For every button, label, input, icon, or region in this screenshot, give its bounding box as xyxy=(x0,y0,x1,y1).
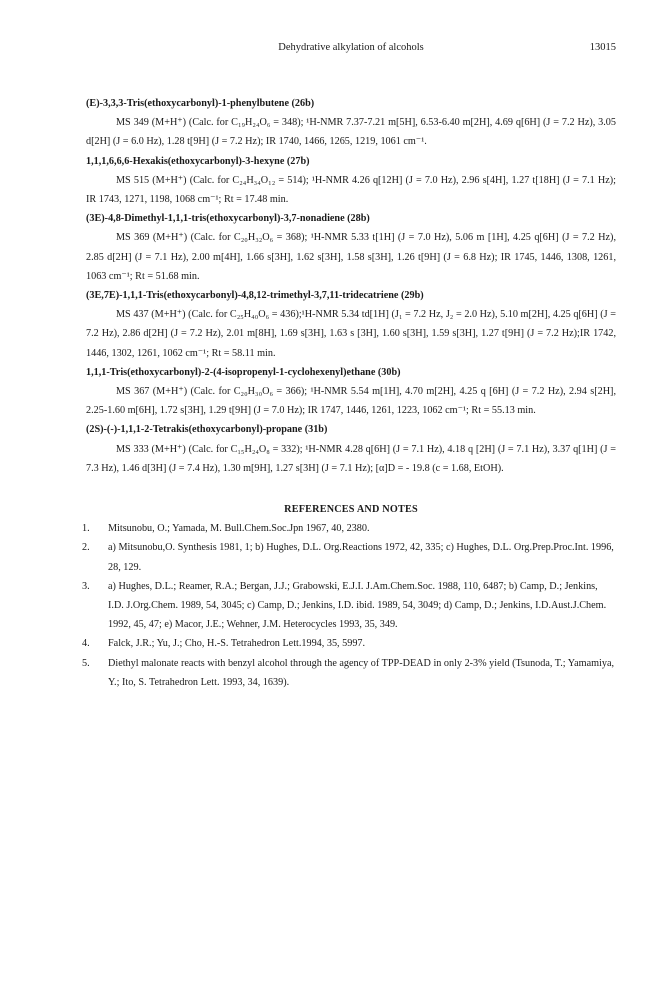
compound-title: (2S)-(-)-1,1,1-2-Tetrakis(ethoxycarbonyl)-propane (31b) xyxy=(86,424,328,436)
compound-data: MS 333 (M+H⁺) (Calc. for C₁₅H₂₄O₈ = 332); ¹H-NMR 4.28 q[6H] (J = 7.1 Hz), 4.18 q [2H] (J = 7.1 Hz), 3.37 q[1H] (J = 7.3 Hz), 1.46 d[3H] (J = 7.4 Hz), 1.30 m[9H], 1.27 s[3H] (J = 7.1 Hz); [α]D = - 19.8 (c = 1.68, EtOH). xyxy=(86,443,616,474)
page-content xyxy=(82,94,616,692)
compound-data: MS 367 (M+H⁺) (Calc. for C₂₀H₃₀O₆ = 366); ¹H-NMR 5.54 m[1H], 4.70 m[2H], 4.25 q [6H] (J = 7.2 Hz), 2.94 s[2H], 2.25-1.60 m[6H], 1.72 s[3H], 1.29 t[9H] (J = 7.0 Hz); IR 1747, 1446, 1261, 1223, 1062 cm⁻¹; Rt = 55.13 min. xyxy=(86,386,616,417)
compound-data: MS 349 (M+H⁺) (Calc. for C₁₉H₂₄O₆ = 348); ¹H-NMR 7.37-7.21 m[5H], 6.53-6.40 m[2H], 4.69 q[6H] (J = 7.2 Hz), 3.05 d[2H] (J = 6.0 Hz), 1.28 t[9H] (J = 7.2 Hz); IR 1740, 1466, 1265, 1219, 1061 cm⁻¹. xyxy=(86,117,616,148)
reference-text: Diethyl malonate reacts with benzyl alcohol through the agency of TPP-DEAD in only 2-3% yield (Tsunoda, T.; Yamamiya, Y.; Ito, S. Tetrahedron Lett. 1993, 34, 1639). xyxy=(108,657,615,688)
compound-entry xyxy=(86,363,616,421)
reference-item xyxy=(82,654,616,692)
reference-number: 5. xyxy=(82,657,90,669)
compound-entry xyxy=(86,286,616,363)
reference-item xyxy=(82,538,616,576)
compound-title: (3E)-4,8-Dimethyl-1,1,1-tris(ethoxycarbonyl)-3,7-nonadiene (28b) xyxy=(86,213,370,225)
references-heading: REFERENCES AND NOTES xyxy=(284,504,418,516)
reference-text: Mitsunobu, O.; Yamada, M. Bull.Chem.Soc.Jpn 1967, 40, 2380. xyxy=(108,523,370,535)
reference-item xyxy=(82,577,616,635)
reference-text: a) Mitsunobu,O. Synthesis 1981, 1; b) Hughes, D.L. Org.Reactions 1972, 42, 335; c) Hughes, D.L. Org.Prep.Proc.Int. 1996, 28, 129. xyxy=(108,542,614,573)
compound-data: MS 369 (M+H⁺) (Calc. for C₂₀H₃₂O₆ = 368); ¹H-NMR 5.33 t[1H] (J = 7.0 Hz), 5.06 m [1H], 4.25 q[6H] (J = 7.2 Hz), 2.85 d[2H] (J = 7.1 Hz), 2.00 m[4H], 1.66 s[3H], 1.62 s[3H], 1.58 s[3H], 1.26 t[9H] (J = 6.8 Hz); IR 1745, 1446, 1308, 1261, 1063 cm⁻¹; Rt = 51.68 min. xyxy=(86,232,616,282)
reference-number: 4. xyxy=(82,638,90,650)
reference-number: 1. xyxy=(82,523,90,535)
reference-item xyxy=(82,519,616,538)
reference-text: a) Hughes, D.L.; Reamer, R.A.; Bergan, J.J.; Grabowski, E.J.I. J.Am.Chem.Soc. 1988, 110, 6487; b) Camp, D.; Jenkins, I.D. J.Org.Chem. 1989, 54, 3045; c) Camp, D.; Jenkins, I.D. ibid. 1989, 54, 3049; d) Camp, D.; Jenkins, I.D.Aust.J.Chem. 1992, 45, 47; e) Macor, J.E.; Wehner, J.M. Heterocycles 1993, 35, 349. xyxy=(108,580,607,631)
reference-text: Falck, J.R.; Yu, J.; Cho, H.-S. Tetrahedron Lett.1994, 35, 5997. xyxy=(108,638,366,650)
compound-title: (E)-3,3,3-Tris(ethoxycarbonyl)-1-phenylbutene (26b) xyxy=(86,98,315,109)
compound-title: (3E,7E)-1,1,1-Tris(ethoxycarbonyl)-4,8,12-trimethyl-3,7,11-tridecatriene (29b) xyxy=(86,290,424,302)
compound-entry xyxy=(86,420,616,478)
compound-title: 1,1,1-Tris(ethoxycarbonyl)-2-(4-isopropenyl-1-cyclohexenyl)ethane (30b) xyxy=(86,366,401,378)
compound-entry xyxy=(86,209,616,286)
compound-entry xyxy=(86,152,616,210)
compound-entry xyxy=(86,94,616,152)
page-number: 13015 xyxy=(589,42,616,53)
compound-title: 1,1,1,6,6,6-Hexakis(ethoxycarbonyl)-3-hexyne (27b) xyxy=(86,155,310,167)
running-title: Dehydrative alkylation of alcohols xyxy=(278,42,424,53)
reference-item xyxy=(82,634,616,653)
reference-number: 3. xyxy=(82,580,90,592)
compound-data: MS 437 (M+H⁺) (Calc. for C₂₅H₄₀O₆ = 436);¹H-NMR 5.34 td[1H] (J₁ = 7.2 Hz, J₂ = 2.0 Hz), 5.10 m[2H], 4.25 q[6H] (J = 7.2 Hz), 2.86 d[2H] (J = 7.2 Hz), 2.01 m[8H], 1.69 s[3H], 1.63 s [3H], 1.60 s[3H], 1.59 s[3H], 1.27 t[9H] (J = 7.2 Hz);IR 1742, 1446, 1302, 1261, 1062 cm⁻¹; Rt = 58.11 min. xyxy=(86,309,616,359)
compound-data: MS 515 (M+H⁺) (Calc. for C₂₄H₃₄O₁₂ = 514); ¹H-NMR 4.26 q[12H] (J = 7.0 Hz), 2.96 s[4H], 1.27 t[18H] (J = 7.1 Hz); IR 1743, 1271, 1198, 1068 cm⁻¹; Rt = 17.48 min. xyxy=(86,174,616,206)
reference-number: 2. xyxy=(82,542,90,554)
